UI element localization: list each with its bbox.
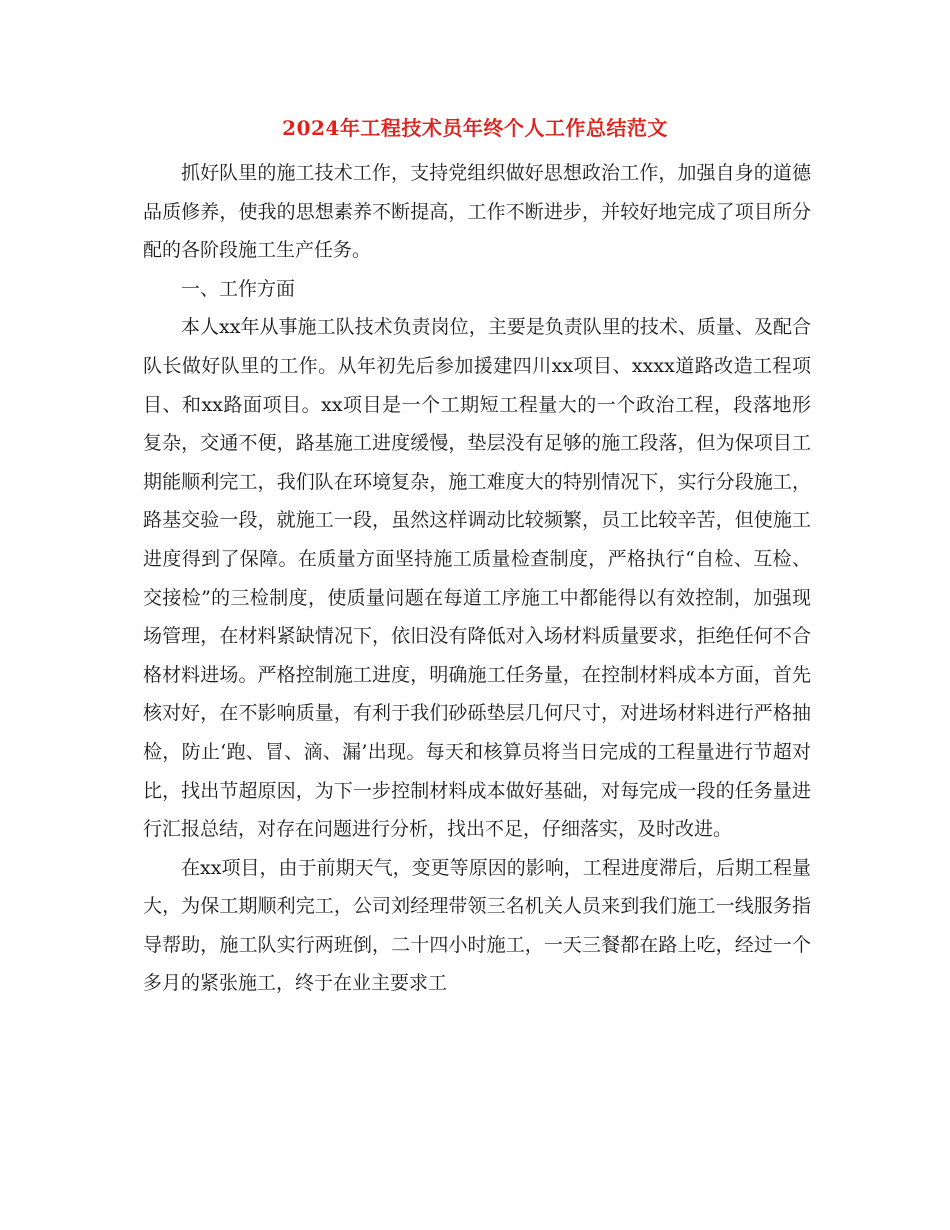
- paragraph-work: 本人xx年从事施工队技术负责岗位，主要是负责队里的技术、质量、及配合队长做好队里的工作。从年初先后参加援建四川xx项目、xxxx道路改造工程项目、和xx路面项目。xx项目是一个工期短工程量大的一个政治工程，段落地形复杂，交通不便，路基施工进度缓慢，垫层没有足够的施工段落，但为保项目工期能顺利完工，我们队在环境复杂，施工难度大的特别情况下，实行分段施工，路基交验一段，就施工一段，虽然这样调动比较频繁，员工比较辛苦，但使施工进度得到了保障。在质量方面坚持施工质量检查制度，严格执行“自检、互检、交接检”的三检制度，使质量问题在每道工序施工中都能得以有效控制，加强现场管理，在材料紧缺情况下，依旧没有降低对入场材料质量要求，拒绝任何不合格材料进场。严格控制施工进度，明确施工任务量，在控制材料成本方面，首先核对好，在不影响质量，有利于我们砂砾垫层几何尺寸，对进场材料进行严格抽检，防止‘跑、冒、滴、漏’出现。每天和核算员将当日完成的工程量进行节超对比，找出节超原因，为下一步控制材料成本做好基础，对每完成一段的任务量进行汇报总结，对存在问题进行分析，找出不足，仔细落实，及时改进。: [143, 316, 811, 841]
- paragraph-project: 在xx项目，由于前期天气，变更等原因的影响，工程进度滞后，后期工程量大，为保工期顺利完工，公司刘经理带领三名机关人员来到我们施工一线服务指导帮助，施工队实行两班倒，二十四小时施工，一天三餐都在路上吃，经过一个多月的紧张施工，终于在业主要求工: [143, 856, 811, 995]
- section-heading: 一、工作方面: [181, 277, 296, 300]
- paragraph-intro: 抓好队里的施工技术工作，支持党组织做好思想政治工作，加强自身的道德品质修养，使我的思想素养不断提高，工作不断进步，并较好地完成了项目所分配的各阶段施工生产任务。: [143, 162, 811, 262]
- document-title: 2024年工程技术员年终个人工作总结范文: [282, 116, 668, 140]
- document-body: [143, 154, 811, 1003]
